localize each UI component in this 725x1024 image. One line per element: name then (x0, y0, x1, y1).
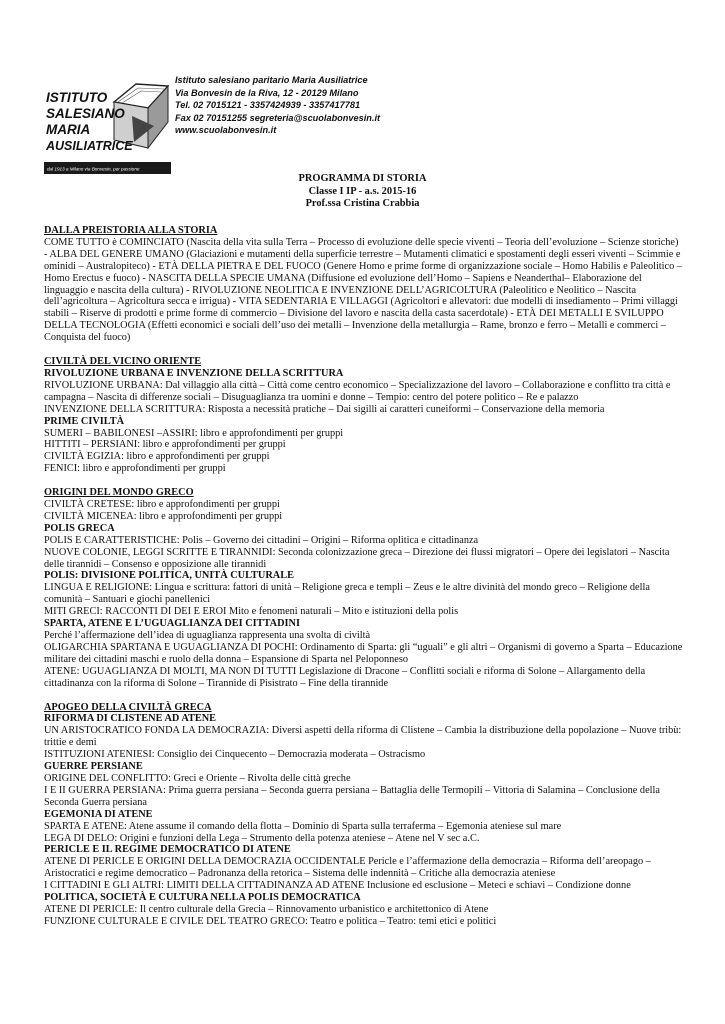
section-heading: CIVILTÀ DEL VICINO ORIENTE (44, 356, 202, 368)
section-paragraph: UN ARISTOCRATICO FONDA LA DEMOCRAZIA: Diversi aspetti della riforma di Clistene – Cambia la distribuzione della popolazione – Nuove tribù: trittie e demi (44, 725, 682, 749)
section-paragraph: Perché l’affermazione dell’idea di uguaglianza rappresenta una svolta di civiltà (44, 630, 371, 641)
logo-graphic (44, 80, 172, 178)
section-near-east (44, 356, 684, 475)
section-paragraph: SPARTA E ATENE: Atene assume il comando della flotta – Dominio di Sparta sulla terraferma – Egemonia ateniese sul mare (44, 820, 562, 832)
section-paragraph: CIVILTÀ MICENEA: libro e approfondimenti per gruppi (44, 510, 283, 522)
subsection-heading: EGEMONIA DI ATENE (44, 808, 153, 820)
section-greek-origins (44, 487, 684, 689)
subsection-heading: PERICLE E IL REGIME DEMOCRATICO DI ATENE (44, 844, 291, 856)
section-paragraph: LINGUA E RELIGIONE: Lingua e scrittura: fattori di unità – Religione greca e templi – Zeus e le altre divinità del mondo greco – Religione della comunità – Santuari e giochi panellenici (44, 582, 650, 606)
section-paragraph: HITTITI – PERSIANI: libro e approfondimenti per gruppi (44, 439, 286, 451)
section-paragraph: CIVILTÀ EGIZIA: libro e approfondimenti per gruppi (44, 451, 270, 463)
section-heading: ORIGINI DEL MONDO GRECO (44, 487, 194, 499)
section-paragraph: ISTITUZIONI ATENIESI: Consiglio dei Cinquecento – Democrazia moderata – Ostracismo (44, 749, 426, 761)
contact-block (175, 74, 380, 137)
section-paragraph: SUMERI – BABILONESI –ASSIRI: libro e approfondimenti per gruppi (44, 427, 344, 439)
subsection-heading: POLITICA, SOCIETÀ E CULTURA NELLA POLIS DEMOCRATICA (44, 892, 361, 904)
logo-tagline: dal 1913 a Milano via Bonvesin, per passione (47, 166, 140, 172)
section-heading: DALLA PREISTORIA ALLA STORIA (44, 225, 218, 236)
section-paragraph: MITI GRECI: RACCONTI DI DEI E EROI Mito e fenomeni naturali – Mito e istituzioni della polis (44, 606, 459, 618)
section-paragraph: RIVOLUZIONE URBANA: Dal villaggio alla città – Città come centro economico – Specializzazione del lavoro – Collaborazione e conflitto tra città e campagna – Nascita di differenze sociali – Disuguaglianza tra uomini e donne – Tempio: centro del potere politico – Re e palazzo (44, 379, 671, 403)
school-address: Via Bonvesin de la Riva, 12 - 20129 Milano (175, 87, 359, 98)
syllabus-content (44, 225, 684, 928)
section-paragraph: FENICI: libro e approfondimenti per gruppi (44, 463, 226, 475)
section-paragraph: ORIGINE DEL CONFLITTO: Greci e Oriente – Rivolta delle città greche (44, 772, 351, 784)
title-line-class: Classe I IP - a.s. 2015-16 (308, 185, 417, 197)
section-paragraph: FUNZIONE CULTURALE E CIVILE DEL TEATRO GRECO: Teatro e politica – Teatro: temi etici e politici (44, 915, 497, 927)
school-name: Istituto salesiano paritario Maria Ausiliatrice (175, 75, 368, 85)
subsection-heading: SPARTA, ATENE E L’UGUAGLIANZA DEI CITTADINI (44, 618, 300, 630)
document-title (0, 173, 725, 211)
section-paragraph: LEGA DI DELO: Origini e funzioni della Lega – Strumento della potenza ateniese – Atene nel V sec a.C. (44, 832, 480, 844)
section-paragraph: CIVILTÀ CRETESE: libro e approfondimenti per gruppi (44, 499, 280, 511)
section-heading: APOGEO DELLA CIVILTÀ GRECA (44, 701, 212, 713)
title-line-program: PROGRAMMA DI STORIA (298, 173, 427, 184)
logo-word-3: MARIA (46, 122, 91, 137)
section-paragraph: I CITTADINI E GLI ALTRI: LIMITI DELLA CITTADINANZA AD ATENE Inclusione ed esclusione – Meteci e schiavi – Condizione donne (44, 880, 631, 892)
title-line-teacher: Prof.ssa Cristina Crabbia (305, 198, 420, 210)
subsection-heading: GUERRE PERSIANE (44, 761, 143, 773)
logo-word-1: ISTITUTO (46, 90, 108, 105)
section-paragraph: COME TUTTO è COMINCIATO (Nascita della vita sulla Terra – Processo di evoluzione delle specie viventi – Teoria dell’evoluzione – Scienze storiche) - ALBA DEL GENERE UMANO (Glaciazioni e mutamenti della superficie terrestre – Mutamenti climatici e spostamenti degli esseri viventi – Scimmie e ominidi – Australopiteco) - ETÀ DELLA PIETRA E DEL FUOCO (Genere Homo e prime forme di organizzazione sociale – Homo Habilis e Paleolitico – Homo Erectus e fuoco) - NASCITA DELLA SPECIE UMANA (Diffusione ed evoluzione dell’Homo – Sapiens e Neanderthal– Elaborazione del linguaggio e nascita della cultura) - RIVOLUZIONE NEOLITICA E INVENZIONE DELL’AGRICOLTURA (Paleolitico e Neolitico – Nascita dell’agricoltura – Agricoltura secca e irrigua) - VITA SEDENTARIA E VILLAGGI (Agricoltori e allevatori: due modelli di insediamento – Primi villaggi stabili – Riserve di prodotti e prime forme di commercio – Divisione del lavoro e nascita della casta sacerdotale) - ETÀ DEI METALLI E SVILUPPO DELLA TECNOLOGIA (Effetti economici e sociali dell’uso dei metalli – Invenzione della metallurgia – Rame, bronzo e ferro – Metalli e commerci – Conquista del fuoco) (44, 236, 682, 344)
letterhead (44, 72, 684, 182)
subsection-heading: RIFORMA DI CLISTENE AD ATENE (44, 713, 217, 725)
section-paragraph: I E II GUERRA PERSIANA: Prima guerra persiana – Seconda guerra persiana – Battaglia delle Termopili – Vittoria di Salamina – Conclusione della Seconda Guerra persiana (44, 784, 660, 808)
section-paragraph: OLIGARCHIA SPARTANA E UGUAGLIANZA DI POCHI: Ordinamento di Sparta: gli “uguali” e gli altri – Organismi di governo a Sparta – Educazione militare dei cittadini maschi e ruolo della donna – Espansione di Sparta nel Peloponneso (44, 641, 683, 665)
logo-word-2: SALESIANO (46, 106, 125, 121)
section-paragraph: INVENZIONE DELLA SCRITTURA: Risposta a necessità pratiche – Dai sigilli ai caratteri cuneiformi – Conservazione della memoria (44, 403, 605, 415)
school-fax-email: Fax 02 70151255 segreteria@scuolabonvesin.it (175, 112, 381, 123)
section-paragraph: ATENE: UGUAGLIANZA DI MOLTI, MA NON DI TUTTI Legislazione di Dracone – Conflitti sociali e riforma di Solone – Allargamento della cittadinanza con la riforma di Solone – Tirannide di Pisistrato – Fine della tirannide (44, 665, 646, 689)
section-paragraph: ATENE DI PERICLE E ORIGINI DELLA DEMOCRAZIA OCCIDENTALE Pericle e l’affermazione della democrazia – Riforma dell’areopago – Aristocratici e regime democratico – Padronanza della retorica – Sistema delle indennità – Critiche alla democrazia ateniese (44, 856, 651, 880)
section-paragraph: POLIS E CARATTERISTICHE: Polis – Governo dei cittadini – Origini – Riforma oplitica e cittadinanza (44, 534, 479, 546)
section-paragraph: NUOVE COLONIE, LEGGI SCRITTE E TIRANNIDI: Seconda colonizzazione greca – Direzione dei flussi migratori – Opere dei legislatori – Nascita delle tirannidi – Consenso e opposizione alle tirannidi (44, 546, 670, 570)
subsection-heading: POLIS: DIVISIONE POLITICA, UNITÀ CULTURALE (44, 570, 294, 582)
section-greek-apogee (44, 702, 684, 928)
logo-word-4: AUSILIATRICE (46, 139, 133, 153)
subsection-heading: POLIS GRECA (44, 522, 115, 534)
subsection-heading: PRIME CIVILTÀ (44, 415, 125, 427)
school-phone: Tel. 02 7015121 - 3357424939 - 3357417781 (175, 100, 361, 111)
section-paragraph: ATENE DI PERICLE: Il centro culturale della Grecia – Rinnovamento urbanistico e architettonico di Atene (44, 903, 489, 915)
section-prehistory (44, 225, 684, 344)
school-logo (44, 80, 172, 178)
school-website: www.scuolabonvesin.it (175, 125, 277, 136)
subsection-heading: RIVOLUZIONE URBANA E INVENZIONE DELLA SCRITTURA (44, 367, 344, 379)
